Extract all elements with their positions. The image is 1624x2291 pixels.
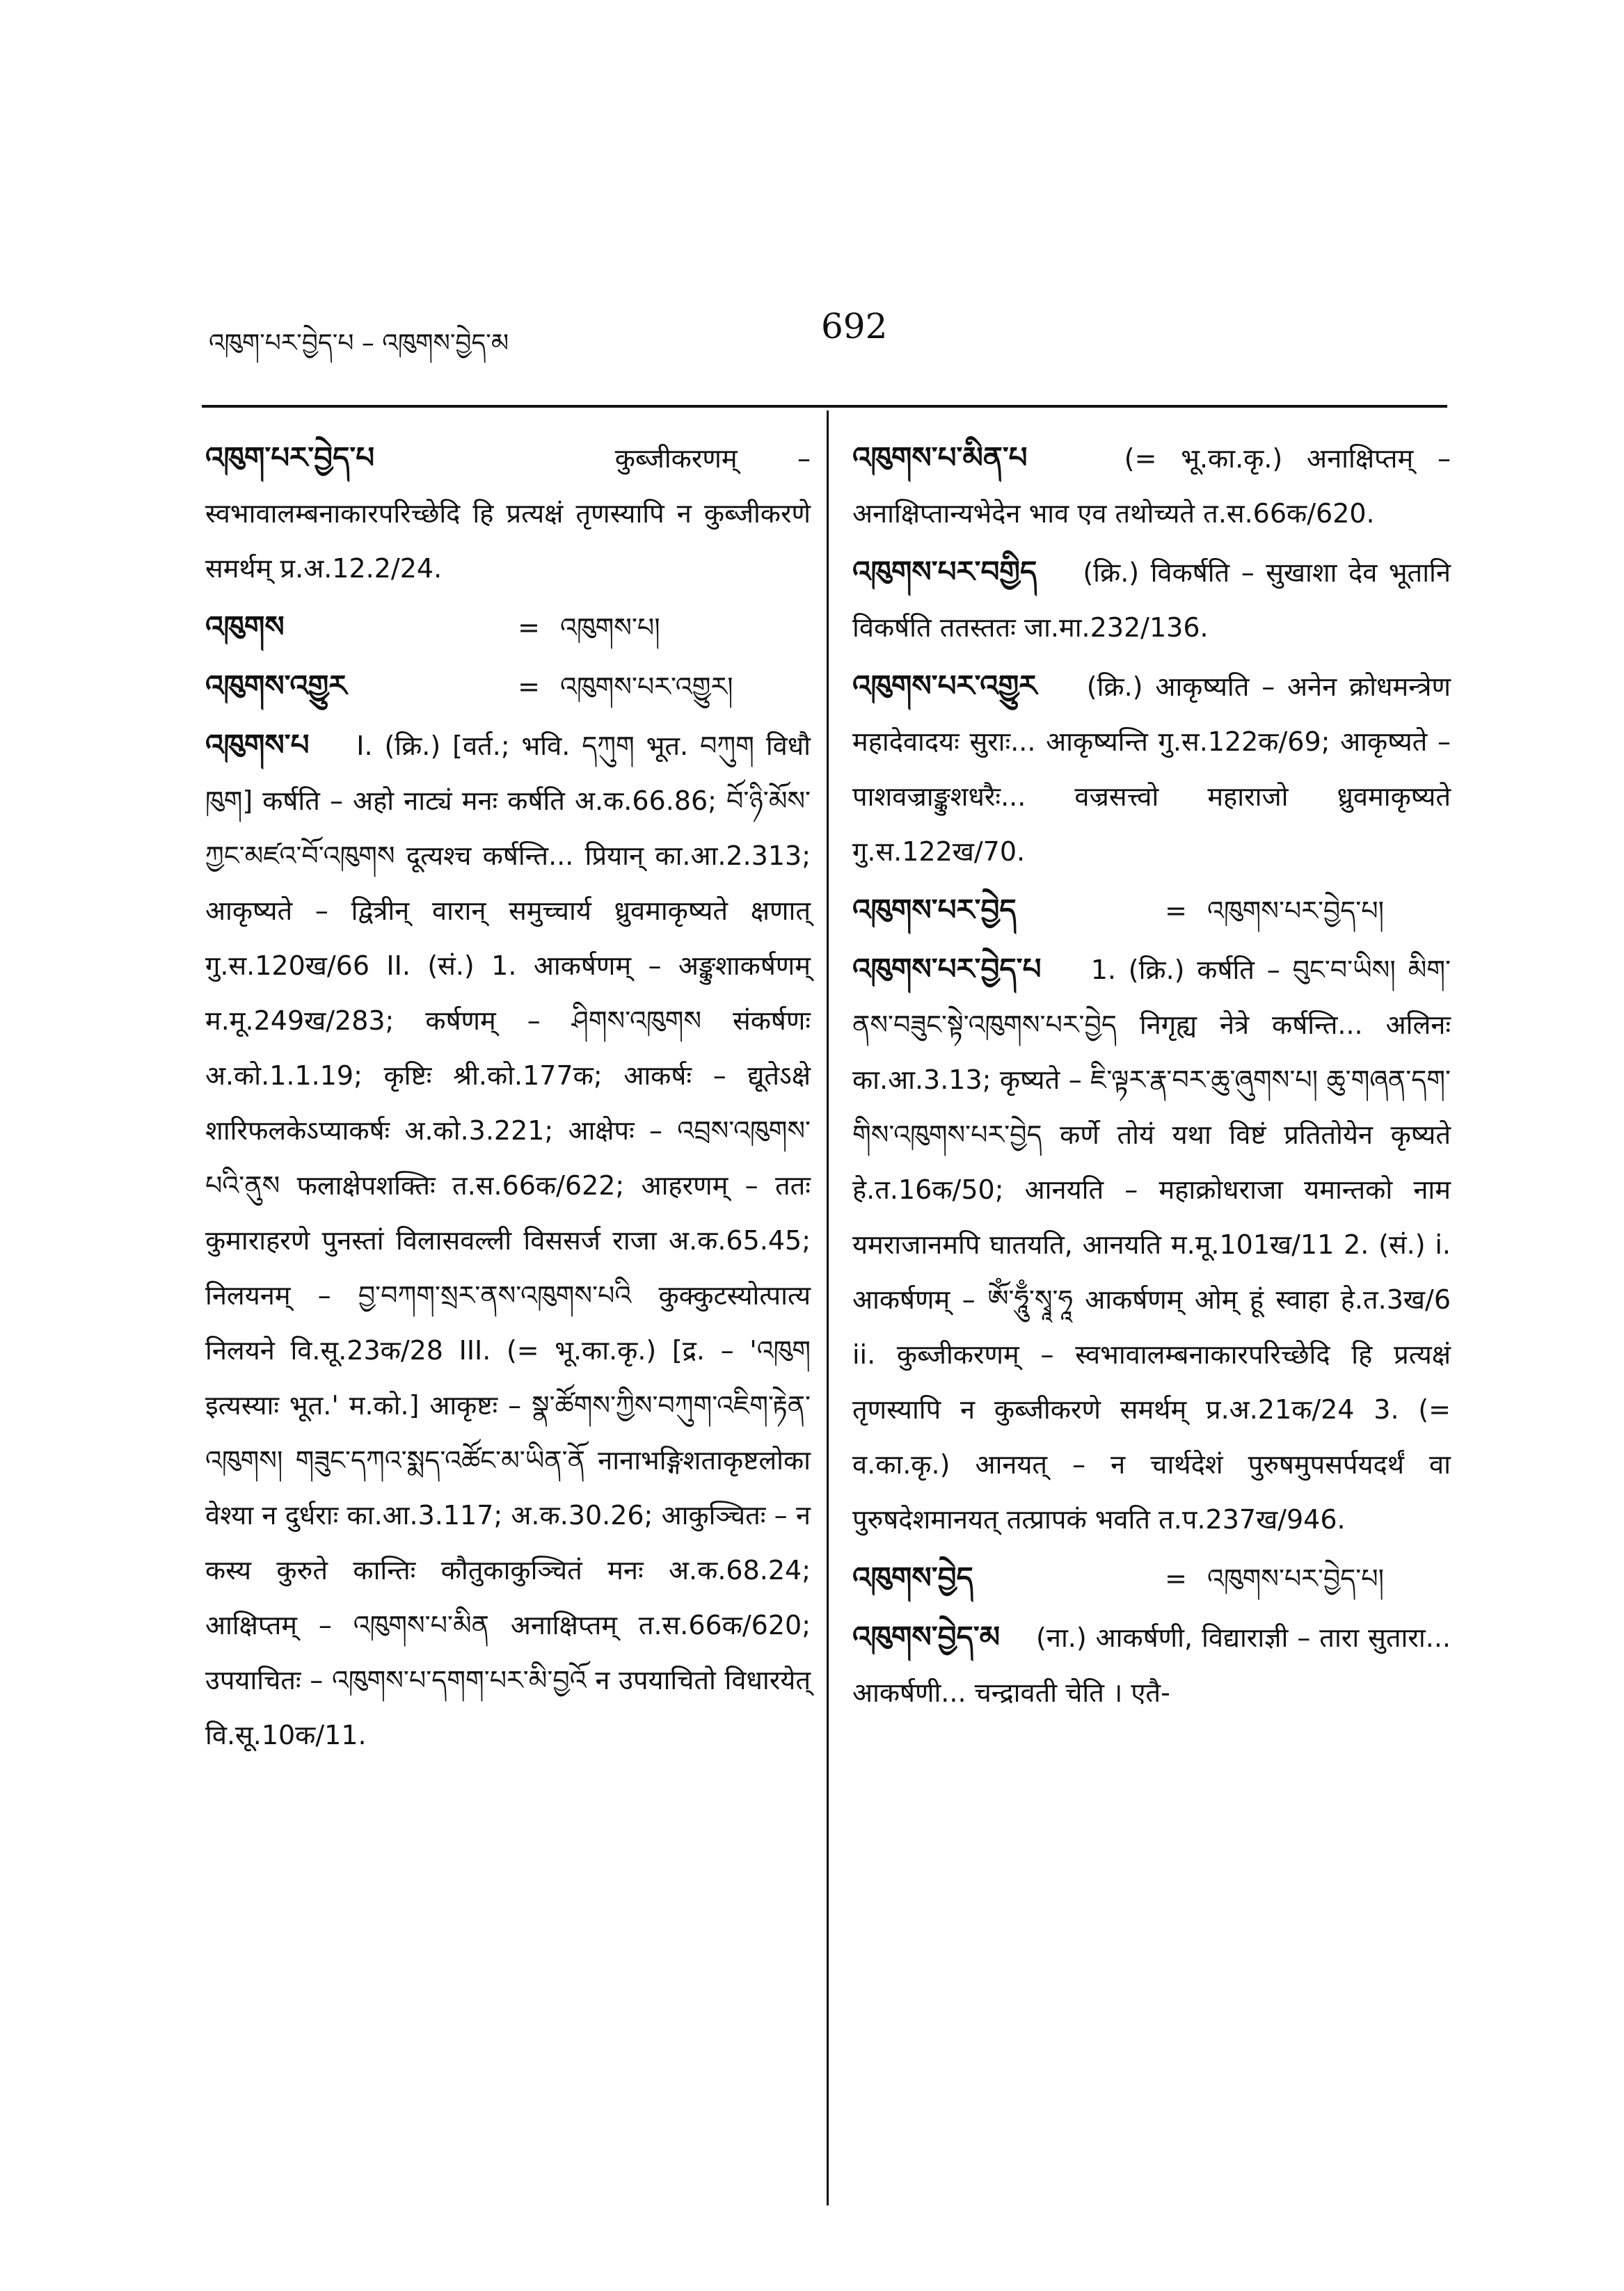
cross-reference-entry — [205, 658, 811, 715]
entry-headword: འཁུགས་བྱེད — [852, 1560, 973, 1595]
entry-definition: कुब्जीकरणम् – स्वभावालम्बनाकारपरिच्छेदि हि प्रत्यक्षं तृणस्यापि न कुब्जीकरणे समर्थम् प्र.अ.12.2/24. — [205, 443, 811, 584]
entry-headword: འཁུགས་འགྱུར — [205, 669, 347, 703]
dictionary-entry — [852, 1609, 1451, 1721]
dictionary-entry — [852, 658, 1451, 879]
cross-reference-target: འཁུགས་པ། — [560, 612, 660, 643]
entry-definition: (= भू.का.कृ.) अनाक्षिप्तम् – अनाक्षिप्तान्यभेदेन भाव एव तथोच्यते त.स.66क/620. — [852, 443, 1451, 529]
entry-headword: འཁུག་པར་བྱེད་པ — [205, 440, 375, 474]
entry-definition: (क्रि.) आकृष्यति – अनेन क्रोधमन्त्रेण महादेवादयः सुराः... आकृष्यन्ति गु.स.122क/69; आकृष्यते – पाशवज्राङ्कुशधरैः... वज्रसत्त्वो महाराजो ध्रुवमाकृष्यते गु.स.122ख/70. — [852, 671, 1451, 867]
right-column — [852, 430, 1451, 1723]
equals-sign: = — [1165, 895, 1187, 926]
left-column — [205, 430, 811, 1766]
dictionary-entry — [205, 430, 811, 596]
dictionary-entry — [852, 430, 1451, 541]
entry-headword: འཁུགས་པ — [205, 728, 310, 762]
cross-reference-entry — [852, 882, 1451, 939]
equals-sign: = — [1165, 1563, 1187, 1594]
entry-headword: འཁུགས་པར་བགྱིད — [852, 554, 1037, 589]
equals-sign: = — [518, 612, 540, 643]
dictionary-entry — [205, 717, 811, 1763]
entry-headword: འཁུགས་བྱེད་མ — [852, 1620, 1001, 1654]
entry-headword: འཁུགས་པར་བྱེད་པ — [852, 952, 1042, 986]
column-divider — [827, 410, 829, 2205]
page-number: 692 — [821, 306, 888, 346]
cross-reference-entry — [205, 599, 811, 655]
entry-headword: འཁུགས་པར་བྱེད — [852, 893, 1017, 927]
entry-definition: 1. (क्रि.) कर्षति – བུང་བ་ཡིས། མིག་ནས་བཟུང་སྟེ་འཁུགས་པར་བྱེད निगृह्य नेत्रे कर्षन्ति... अलिनः का.आ.3.13; कृष्यते – ཇི་ལྟར་རྣ་བར་ཆུ་ཞུགས་པ། ཆུ་གཞན་དག་གིས་འཁུགས་པར་བྱེད कर्णे तोयं यथा विष्टं प्रतितोयेन कृष्यते हे.त.16क/50; आनयति – महाक्रोधराजा यमान्तको नाम यमराजानमपि घातयति, आनयति म.मू.101ख/11 2. (सं.) i. आकर्षणम् – ཨོཾ་ཧཱུྃ་སྭཱ་ཧཱ आकर्षणम् ओम् हूं स्वाहा हे.त.3ख/6 ii. कुब्जीकरणम् – स्वभावालम्बनाकारपरिच्छेदि हि प्रत्यक्षं तृणस्यापि न कुब्जीकरणे समर्थम् प्र.अ.21क/24 3. (= व.का.कृ.) आनयत् – न चार्थदेशं पुरुषमुपसर्पयदर्थं वा पुरुषदेशमानयत् तत्प्रापकं भवति त.प.237ख/946. — [852, 955, 1451, 1535]
entry-definition: (ना.) आकर्षणी, विद्याराज्ञी – तारा सुतारा... आकर्षणी... चन्द्रावती चेति । एतै- — [852, 1622, 1451, 1708]
entry-headword: འཁུགས་པར་འགྱུར — [852, 669, 1037, 703]
entry-definition: (क्रि.) विकर्षति – सुखाशा देव भूतानि विकर्षति ततस्ततः जा.मा.232/136. — [852, 557, 1451, 643]
cross-reference-target: འཁུགས་པར་འགྱུར། — [560, 671, 733, 702]
entry-headword: འཁུགས་པ་མིན་པ — [852, 440, 1028, 474]
cross-reference-entry — [852, 1550, 1451, 1606]
entry-definition: I. (क्रि.) [वर्त.; भवि. དཀུག भूत. བཀུག विधौ ཁུག] कर्षति – अहो नाट्यं मनः कर्षति अ.क.66.86; བོ་ཉི་མོས་ཀྱང་མཛའ་བོ་འཁུགས दूत्यश्च कर्षन्ति... प्रियान् का.आ.2.313; आकृष्यते – द्वित्रीन् वारान् समुच्चार्य ध्रुवमाकृष्यते क्षणात् गु.स.120ख/66 II. (सं.) 1. आकर्षणम् – अङ्कुशाकर्षणम् म.मू.249ख/283; कर्षणम् – ཤིགས་འཁུགས संकर्षणः अ.को.1.1.19; कृष्टिः श्री.को.177क; आकर्षः – द्यूतेऽक्षे शारिफलकेऽप्याकर्षः अ.को.3.221; आक्षेपः – འབྲས་འཁུགས་པའི་ནུས फलाक्षेपशक्तिः त.स.66क/622; आहरणम् – ततः कुमाराहरणे पुनस्तां विलासवल्ली विससर्ज राजा अ.क.65.45; निलयनम् – བྱ་བཀག་སྲར་ནས་འཁུགས་པའི कुक्कुटस्योत्पात्य निलयने वि.सू.23क/28 III. (= भू.का.कृ.) [द्र. – 'འཁུག इत्यस्याः भूत.' म.को.] आकृष्टः – སྣ་ཚོགས་ཀྱིས་བཀུག་འཇིག་རྟེན་འཁུགས། གཟུང་དཀའ་སྨད་འཚོང་མ་ཡིན་ནོ नानाभङ्गिशताकृष्टलोका वेश्या न दुर्धराः का.आ.3.117; अ.क.30.26; आकुञ्चितः – न कस्य कुरुते कान्तिः कौतुकाकुञ्चितं मनः अ.क.68.24; आक्षिप्तम् – འཁུགས་པ་མིན अनाक्षिप्तम् त.स.66क/620; उपयाचितः – འཁུགས་པ་དགག་པར་མི་བྱའོ न उपयाचितो विधारयेत् वि.सू.10क/11. — [205, 731, 811, 1750]
dictionary-entry — [852, 544, 1451, 655]
running-head: འཁུག་པར་བྱེད་པ – འཁུགས་བྱེད་མ — [209, 329, 509, 358]
equals-sign: = — [518, 671, 540, 702]
cross-reference-target: འཁུགས་པར་བྱེད་པ། — [1207, 895, 1385, 926]
dictionary-entry — [852, 941, 1451, 1547]
entry-headword: འཁུགས — [205, 609, 285, 644]
cross-reference-target: འཁུགས་པར་བྱེད་པ། — [1207, 1563, 1385, 1594]
header-rule — [202, 405, 1447, 408]
